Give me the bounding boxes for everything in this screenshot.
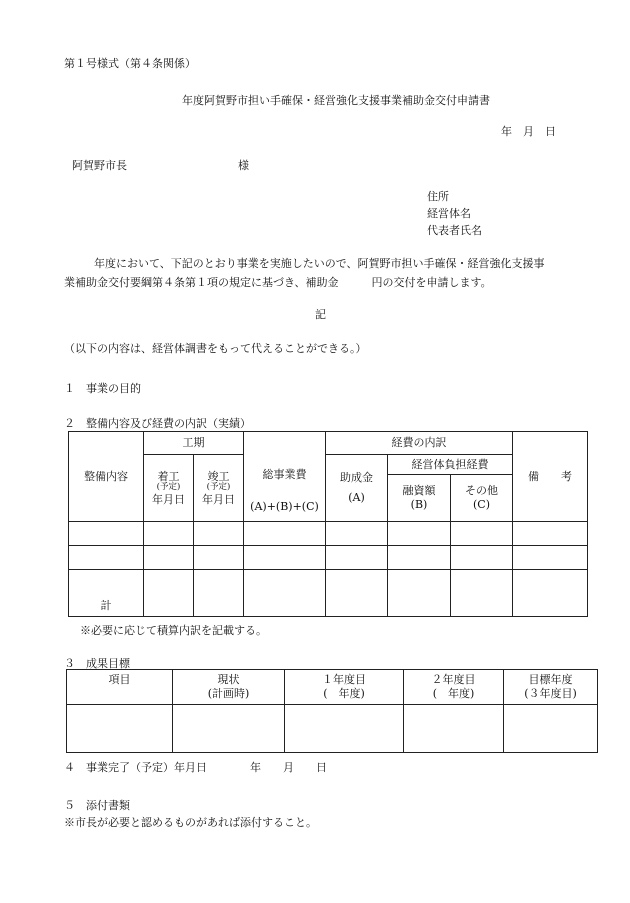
cell[interactable] bbox=[144, 570, 194, 617]
cell[interactable] bbox=[194, 546, 244, 570]
attachment-note: ※市長が必要と認めるものがあれば添付すること。 bbox=[64, 816, 317, 829]
cell[interactable] bbox=[244, 570, 326, 617]
header-burden: 経営体負担経費 bbox=[388, 455, 513, 475]
cell[interactable] bbox=[69, 546, 144, 570]
body-line-1: 年度において、下記のとおり事業を実施したいので、阿賀野市担い手確保・経営強化支援事 bbox=[94, 257, 545, 270]
year2-label: ２年度目 bbox=[431, 673, 476, 687]
performance-target-table bbox=[66, 669, 598, 753]
shunko-date: 年月日 bbox=[202, 492, 235, 506]
applicant-address-label: 住所 bbox=[427, 190, 449, 203]
breakdown-note: ※必要に応じて積算内訳を記載する。 bbox=[80, 624, 267, 637]
other-label: その他 bbox=[465, 484, 499, 498]
addressee: 阿賀野市長 bbox=[72, 159, 127, 172]
section-1-purpose: １ 事業の目的 bbox=[64, 382, 141, 395]
header-shunko bbox=[194, 455, 244, 522]
cell[interactable] bbox=[244, 546, 326, 570]
honorific: 様 bbox=[238, 159, 249, 172]
application-body bbox=[64, 254, 596, 292]
target-label: 目標年度 bbox=[528, 673, 573, 687]
header-seibi: 整備内容 bbox=[69, 432, 144, 522]
header-remarks: 備 考 bbox=[513, 432, 588, 522]
year1-sub: ( 年度) bbox=[323, 687, 365, 700]
header-koki: 工期 bbox=[144, 432, 244, 455]
year2-sub: ( 年度) bbox=[432, 687, 475, 700]
cell[interactable] bbox=[451, 522, 513, 546]
cell[interactable] bbox=[326, 570, 388, 617]
cell[interactable] bbox=[285, 705, 404, 753]
year1-label: １年度目 bbox=[322, 673, 366, 687]
section-5-attachments: ５ 添付書類 bbox=[64, 799, 130, 812]
cell[interactable] bbox=[194, 570, 244, 617]
form-number: 第１号様式（第４条関係） bbox=[64, 57, 196, 70]
cell[interactable] bbox=[451, 546, 513, 570]
header-subsidy bbox=[326, 455, 388, 522]
cell[interactable] bbox=[326, 546, 388, 570]
table-row bbox=[69, 546, 588, 570]
header-other bbox=[451, 475, 513, 522]
section-2-heading: ２ 整備内容及び経費の内訳（実績） bbox=[64, 417, 251, 430]
header-current bbox=[173, 670, 285, 705]
header-total bbox=[244, 432, 326, 522]
document-title: 年度阿賀野市担い手確保・経営強化支援事業補助金交付申請書 bbox=[182, 94, 490, 107]
current-sub: (計画時) bbox=[207, 687, 250, 700]
applicant-entity-label: 経営体名 bbox=[427, 207, 471, 220]
header-year1 bbox=[285, 670, 404, 705]
header-target bbox=[504, 670, 598, 705]
table-row bbox=[69, 522, 588, 546]
loan-label: 融資額 bbox=[402, 484, 436, 498]
total-label: 総事業費 bbox=[262, 468, 307, 481]
chakko-label: 着工 bbox=[157, 469, 180, 483]
cell[interactable] bbox=[388, 570, 451, 617]
completion-date-field: 年 月 日 bbox=[250, 761, 327, 774]
total-row-label: 計 bbox=[69, 570, 144, 617]
cell[interactable] bbox=[67, 705, 173, 753]
shunko-label: 竣工 bbox=[207, 469, 230, 483]
cost-breakdown-table bbox=[68, 431, 588, 617]
cell[interactable] bbox=[144, 522, 194, 546]
cell[interactable] bbox=[144, 546, 194, 570]
cell[interactable] bbox=[173, 705, 285, 753]
cell[interactable] bbox=[513, 546, 588, 570]
substitute-note: （以下の内容は、経営体調書をもって代えることができる。） bbox=[64, 342, 367, 355]
cell[interactable] bbox=[451, 570, 513, 617]
chakko-date: 年月日 bbox=[152, 492, 185, 506]
header-cost-breakdown: 経費の内訳 bbox=[326, 432, 513, 455]
header-loan bbox=[388, 475, 451, 522]
chakko-yotei: (予定) bbox=[156, 482, 181, 493]
cell[interactable] bbox=[504, 705, 598, 753]
cell[interactable] bbox=[388, 546, 451, 570]
cell[interactable] bbox=[513, 570, 588, 617]
subsidy-label: 助成金 bbox=[340, 471, 373, 485]
cell[interactable] bbox=[404, 705, 504, 753]
total-formula: (A)+(B)+(C) bbox=[250, 499, 319, 513]
applicant-representative-label: 代表者氏名 bbox=[427, 224, 482, 237]
subsidy-a: (A) bbox=[348, 491, 365, 504]
header-year2 bbox=[404, 670, 504, 705]
target-sub: (３年度目) bbox=[524, 687, 577, 700]
cell[interactable] bbox=[69, 522, 144, 546]
total-row bbox=[69, 570, 588, 617]
section-3-heading: ３ 成果目標 bbox=[64, 657, 130, 670]
cell[interactable] bbox=[194, 522, 244, 546]
other-c: (C) bbox=[473, 498, 491, 511]
cell[interactable] bbox=[513, 522, 588, 546]
cell[interactable] bbox=[388, 522, 451, 546]
date-field: 年 月 日 bbox=[501, 125, 556, 138]
header-item: 項目 bbox=[67, 670, 173, 705]
table-row bbox=[67, 705, 598, 753]
section-4-completion: ４ 事業完了（予定）年月日 bbox=[64, 761, 207, 774]
shunko-yotei: (予定) bbox=[206, 482, 231, 493]
cell[interactable] bbox=[326, 522, 388, 546]
current-label: 現状 bbox=[217, 673, 240, 687]
ki-heading: 記 bbox=[315, 308, 326, 321]
cell[interactable] bbox=[244, 522, 326, 546]
loan-b: (B) bbox=[410, 498, 428, 511]
header-chakko bbox=[144, 455, 194, 522]
body-line-2: 業補助金交付要綱第４条第１項の規定に基づき、補助金 円の交付を申請します。 bbox=[64, 276, 492, 289]
